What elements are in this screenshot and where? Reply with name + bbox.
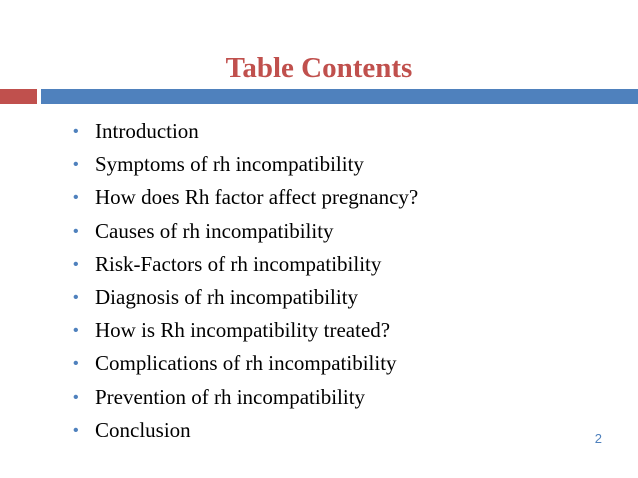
page-number: 2 (594, 431, 602, 446)
bullet-icon: • (73, 123, 79, 140)
list-item (73, 347, 418, 380)
bullet-icon: • (73, 289, 79, 307)
slide-title: Table Contents (225, 52, 413, 84)
list-item (73, 115, 418, 148)
list-item (73, 314, 418, 347)
bullet-icon: • (73, 355, 79, 373)
bullet-icon: • (73, 255, 79, 273)
list-item (73, 181, 418, 214)
bullet-icon: • (73, 388, 79, 406)
list-item (73, 215, 418, 248)
title-underline-accent-blue (41, 89, 638, 104)
list-item (73, 148, 418, 181)
title-underline-accent-red (0, 89, 37, 104)
list-item-label: Complications of rh incompatibility (95, 351, 397, 376)
list-item-label: How does Rh factor affect pregnancy? (95, 185, 419, 210)
list-item-label: Introduction (95, 119, 199, 143)
list-item (73, 281, 418, 314)
list-item (73, 248, 418, 281)
list-item (73, 381, 418, 414)
table-of-contents-list (73, 115, 418, 447)
bullet-icon: • (73, 222, 79, 240)
list-item-label: How is Rh incompatibility treated? (95, 318, 391, 343)
list-item-label: Prevention of rh incompatibility (95, 384, 366, 409)
bullet-icon: • (73, 189, 79, 207)
list-item-label: Symptoms of rh incompatibility (95, 152, 364, 177)
list-item-label: Risk-Factors of rh incompatibility (95, 251, 382, 276)
bullet-icon: • (73, 156, 79, 174)
bullet-icon: • (73, 322, 79, 340)
list-item-label: Conclusion (95, 417, 191, 442)
list-item-label: Causes of rh incompatibility (95, 218, 334, 243)
list-item-label: Diagnosis of rh incompatibility (95, 285, 359, 310)
list-item (73, 414, 418, 447)
bullet-icon: • (73, 421, 79, 439)
